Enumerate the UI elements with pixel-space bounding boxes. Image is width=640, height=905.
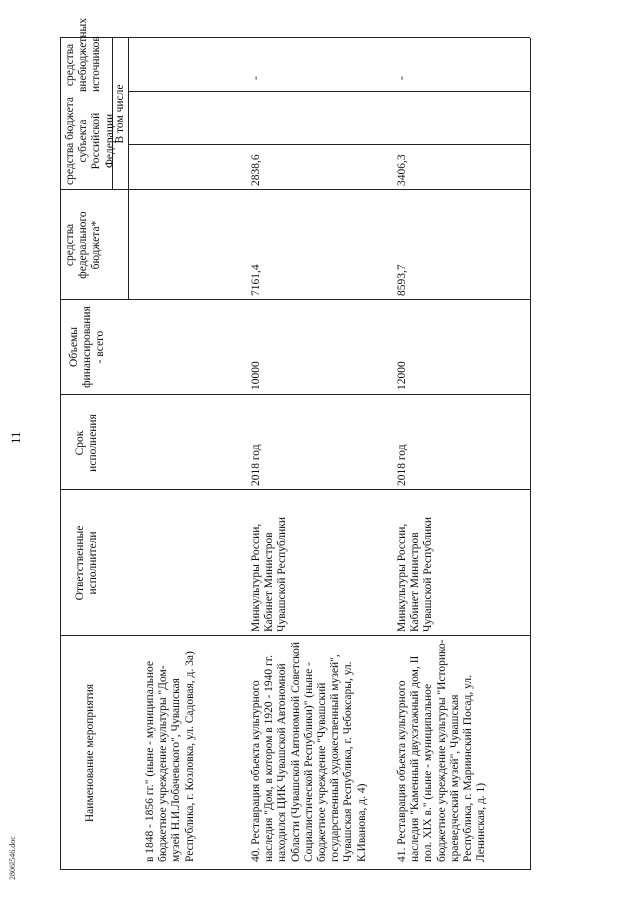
header-federal: средства федерального бюджета* (64, 211, 103, 279)
row-40-total: 10000 (250, 361, 262, 390)
row-41-executors: Минкультуры России, Кабинет Министров Чувашской Республики (396, 516, 435, 632)
row-40-name: 40. Реставрация объекта культурного наследия "Дом, в котором в 1920 - 1940 гг. находился ЦИК Чувашской Автономной Области (Чувашской Автономной Советской Социалистической Республики)" (ныне - бюджетное учреждение "Чувашский государственный художественный музей", Чувашская Республика, г. Чебоксары, ул. К.Иванова, д. 4) (250, 641, 368, 862)
header-extra: средства внебюджетных источников (64, 18, 103, 92)
row-41-subject: 3406,3 (396, 154, 408, 186)
page-number: 11 (8, 431, 23, 444)
row-41-name: 41. Реставрация объекта культурного наследия "Каменный двухэтажный дом, II пол. XIX в." (ныне - муниципальное бюджетное учреждение культуры "Историко-краеведческий музей", Чувашская Республика, г. Мариинский Посад, ул. Ленинская, д. 1) (396, 639, 488, 862)
row-41-total: 12000 (396, 361, 408, 390)
footer-filename: 2806l546.doc (8, 836, 17, 880)
funding-table (60, 18, 540, 870)
row-continuation-name: в 1848 - 1856 гг." (ныне - муниципальное бюджетное учреждение культуры "Дом-музей Н.И.Лобачевского", Чувашская Республика, г. Козловка, ул. Садовая, д. 3а) (144, 651, 196, 862)
row-40-executors: Минкультуры России, Кабинет Министров Чувашской Республики (250, 516, 289, 632)
row-40-subject: 2838,6 (250, 154, 262, 186)
header-including: В том числе (114, 84, 126, 144)
row-41-deadline: 2018 год (396, 444, 408, 486)
header-name: Наименование мероприятия (84, 683, 96, 823)
row-41-federal: 8593,7 (396, 264, 408, 296)
header-total: Объемы финансирования - всего (68, 306, 107, 388)
row-41-extra: - (396, 76, 408, 80)
row-40-deadline: 2018 год (250, 444, 262, 486)
row-40-federal: 7161,4 (250, 264, 262, 296)
header-executors: Ответственные исполнители (74, 525, 100, 601)
row-40-extra: - (250, 76, 262, 80)
header-subject: средства бюджета субъекта Российской Федерации (64, 97, 116, 185)
header-deadline: Срок исполнения (74, 414, 100, 472)
